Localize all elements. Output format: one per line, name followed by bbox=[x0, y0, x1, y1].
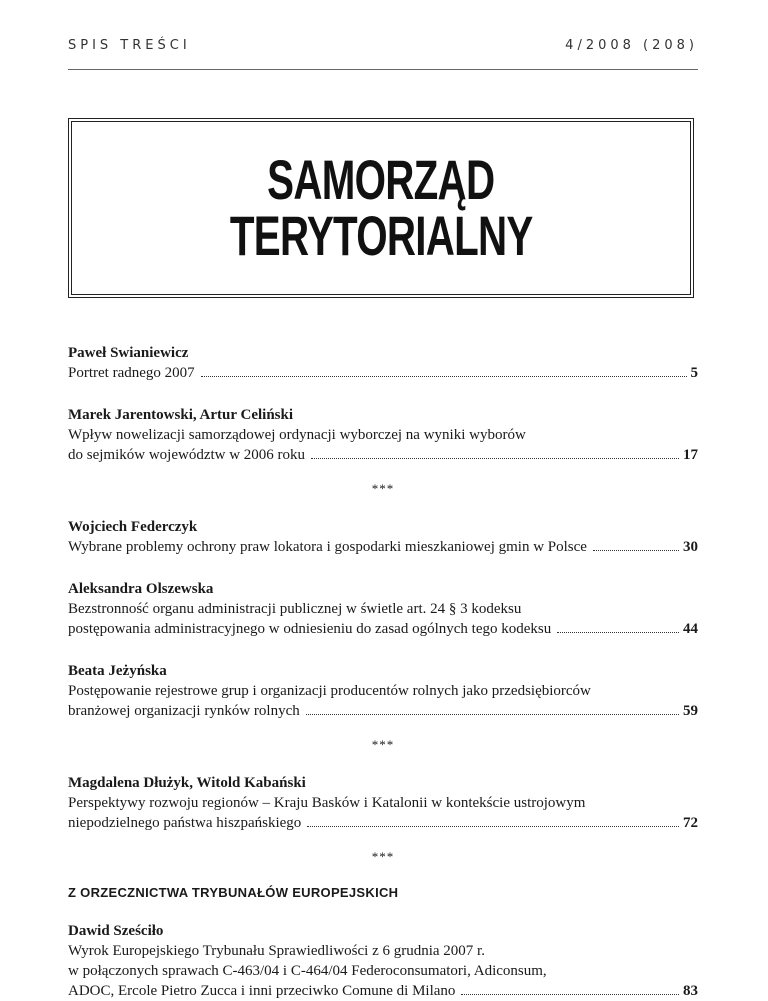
leader-dots bbox=[201, 375, 687, 377]
entry-authors: Magdalena Dłużyk, Witold Kabański bbox=[68, 775, 306, 791]
leader-dots bbox=[311, 457, 679, 459]
leader-dots bbox=[557, 631, 679, 633]
masthead-title-line-1: SAMORZĄD bbox=[267, 148, 495, 211]
entry-page-number: 5 bbox=[690, 365, 698, 381]
entry-page-number: 59 bbox=[683, 703, 698, 719]
entry-title-text: Wpływ nowelizacji samorządowej ordynacji wyborczej na wyniki wyborów bbox=[68, 427, 526, 443]
entry-title-text: w połączonych sprawach C-463/04 i C-464/04 Federoconsumatori, Adiconsum, bbox=[68, 963, 547, 979]
masthead bbox=[71, 121, 691, 295]
table-of-contents bbox=[68, 343, 698, 1001]
leader-dots bbox=[306, 713, 679, 715]
page-header bbox=[68, 38, 698, 60]
entry-authors: Aleksandra Olszewska bbox=[68, 581, 214, 597]
masthead-frame bbox=[68, 118, 694, 298]
section-heading: Z ORZECZNICTWA TRYBUNAŁÓW EUROPEJSKICH bbox=[68, 885, 399, 900]
toc-entry bbox=[68, 405, 698, 465]
entry-title-text: ADOC, Ercole Pietro Zucca i inni przeciwko Comune di Milano bbox=[68, 983, 456, 999]
entry-page-number: 30 bbox=[683, 539, 698, 555]
entry-authors: Marek Jarentowski, Artur Celiński bbox=[68, 407, 294, 423]
toc-entry bbox=[68, 517, 698, 557]
leader-dots bbox=[461, 993, 679, 995]
entry-title-text: Postępowanie rejestrowe grup i organizacji producentów rolnych jako przedsiębiorców bbox=[68, 683, 591, 699]
section-separator: *** bbox=[371, 849, 395, 864]
masthead-title-line-2: TERYTORIALNY bbox=[229, 204, 533, 267]
entry-title-line bbox=[68, 981, 698, 1001]
entry-title-line bbox=[68, 701, 698, 721]
leader-dots bbox=[307, 825, 679, 827]
entry-title-text: Bezstronność organu administracji publicznej w świetle art. 24 § 3 kodeksu bbox=[68, 601, 522, 617]
toc-entry bbox=[68, 921, 698, 1001]
header-rule bbox=[68, 69, 698, 70]
entry-title-line bbox=[68, 793, 698, 813]
entry-title-text: do sejmików województw w 2006 roku bbox=[68, 447, 306, 463]
entry-title-line bbox=[68, 425, 698, 445]
entry-title-text: Portret radnego 2007 bbox=[68, 365, 195, 381]
entry-title-line bbox=[68, 941, 698, 961]
entry-title-line bbox=[68, 681, 698, 701]
entry-page-number: 83 bbox=[683, 983, 698, 999]
entry-authors: Wojciech Federczyk bbox=[68, 519, 198, 535]
toc-entry bbox=[68, 579, 698, 639]
entry-authors: Dawid Sześciło bbox=[68, 923, 164, 939]
entry-title-line bbox=[68, 537, 698, 557]
entry-title-line bbox=[68, 599, 698, 619]
entry-title-text: Wybrane problemy ochrony praw lokatora i gospodarki mieszkaniowej gmin w Polsce bbox=[68, 539, 587, 555]
entry-title-line bbox=[68, 445, 698, 465]
entry-authors: Paweł Swianiewicz bbox=[68, 345, 189, 361]
toc-entry bbox=[68, 343, 698, 383]
leader-dots bbox=[593, 549, 679, 551]
entry-title-line bbox=[68, 961, 698, 981]
entry-title-line bbox=[68, 813, 698, 833]
toc-entry bbox=[68, 773, 698, 833]
header-section-title: SPIS TREŚCI bbox=[68, 38, 191, 53]
entry-page-number: 44 bbox=[683, 621, 698, 637]
entry-title-line bbox=[68, 619, 698, 639]
header-issue-number: 4/2008 (208) bbox=[565, 38, 698, 53]
toc-entry bbox=[68, 661, 698, 721]
entry-page-number: 72 bbox=[683, 815, 698, 831]
section-separator: *** bbox=[371, 481, 395, 496]
entry-title-text: postępowania administracyjnego w odniesieniu do zasad ogólnych tego kodeksu bbox=[68, 621, 552, 637]
section-separator: *** bbox=[371, 737, 395, 752]
entry-page-number: 17 bbox=[683, 447, 698, 463]
entry-title-text: branżowej organizacji rynków rolnych bbox=[68, 703, 300, 719]
entry-title-text: Wyrok Europejskiego Trybunału Sprawiedliwości z 6 grudnia 2007 r. bbox=[68, 943, 485, 959]
entry-title-text: niepodzielnego państwa hiszpańskiego bbox=[68, 815, 302, 831]
entry-title-text: Perspektywy rozwoju regionów – Kraju Basków i Katalonii w kontekście ustrojowym bbox=[68, 795, 586, 811]
entry-title-line bbox=[68, 363, 698, 383]
entry-authors: Beata Jeżyńska bbox=[68, 663, 167, 679]
